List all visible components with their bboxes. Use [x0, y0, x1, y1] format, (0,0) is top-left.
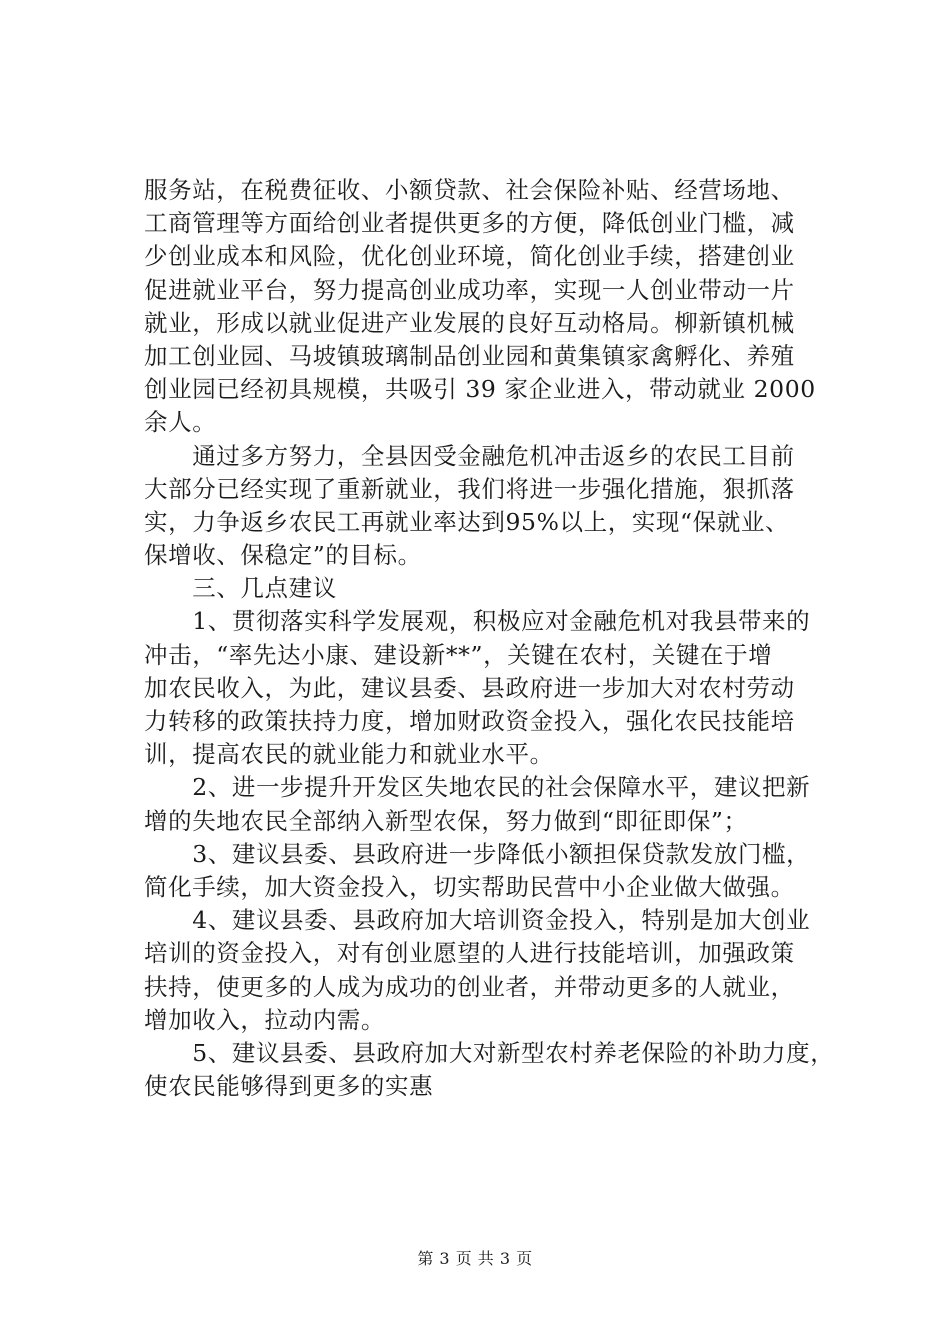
- text-line: 4、建议县委、县政府加大培训资金投入，特别是加大创业: [144, 906, 811, 935]
- text-line: 少创业成本和风险，优化创业环境，简化创业手续，搭建创业: [144, 242, 795, 271]
- text-line: 培训的资金投入，对有创业愿望的人进行技能培训，加强政策: [144, 939, 795, 968]
- text-line: 加农民收入，为此，建议县委、县政府进一步加大对农村劳动: [144, 673, 795, 702]
- text-line: 通过多方努力，全县因受金融危机冲击返乡的农民工目前: [144, 441, 795, 470]
- text-line: 1、贯彻落实科学发展观，积极应对金融危机对我县带来的: [144, 607, 811, 636]
- text-line: 3、建议县委、县政府进一步降低小额担保贷款发放门槛，: [144, 839, 811, 868]
- document-body: [144, 174, 834, 1103]
- text-line: 促进就业平台，努力提高创业成功率，实现一人创业带动一片: [144, 275, 795, 304]
- text-line: 创业园已经初具规模，共吸引 39 家企业进入，带动就业 2000: [144, 375, 816, 404]
- text-line: 就业，形成以就业促进产业发展的良好互动格局。柳新镇机械: [144, 308, 795, 337]
- page-number-footer: 第 3 页 共 3 页: [417, 1249, 533, 1268]
- text-line: 增加收入，拉动内需。: [144, 1005, 385, 1034]
- text-line: 加工创业园、马坡镇玻璃制品创业园和黄集镇家禽孵化、养殖: [144, 341, 795, 370]
- text-line: 力转移的政策扶持力度，增加财政资金投入，强化农民技能培: [144, 707, 795, 735]
- section-heading: 三、几点建议: [144, 574, 337, 603]
- text-line: 训，提高农民的就业能力和就业水平。: [144, 740, 554, 769]
- text-line: 使农民能够得到更多的实惠: [144, 1072, 434, 1101]
- text-line: 增的失地农民全部纳入新型农保，努力做到“即征即保”；: [144, 806, 748, 835]
- text-line: 简化手续，加大资金投入，切实帮助民营中小企业做大做强。: [144, 872, 795, 901]
- text-line: 5、建议县委、县政府加大对新型农村养老保险的补助力度，: [144, 1038, 835, 1067]
- text-line: 保增收、保稳定”的目标。: [144, 541, 422, 570]
- text-line: 工商管理等方面给创业者提供更多的方便，降低创业门槛，减: [144, 209, 795, 238]
- text-line: 大部分已经实现了重新就业，我们将进一步强化措施，狠抓落: [144, 474, 795, 503]
- text-line: 余人。: [144, 408, 217, 437]
- text-line: 实，力争返乡农民工再就业率达到95%以上，实现“保就业、: [144, 507, 790, 536]
- text-line: 冲击，“率先达小康、建设新**”，关键在农村，关键在于增: [144, 640, 773, 669]
- text-line: 2、进一步提升开发区失地农民的社会保障水平，建议把新: [144, 773, 811, 802]
- text-line: 扶持，使更多的人成为成功的创业者，并带动更多的人就业，: [144, 972, 795, 1001]
- text-line: 服务站，在税费征收、小额贷款、社会保险补贴、经营场地、: [144, 176, 795, 204]
